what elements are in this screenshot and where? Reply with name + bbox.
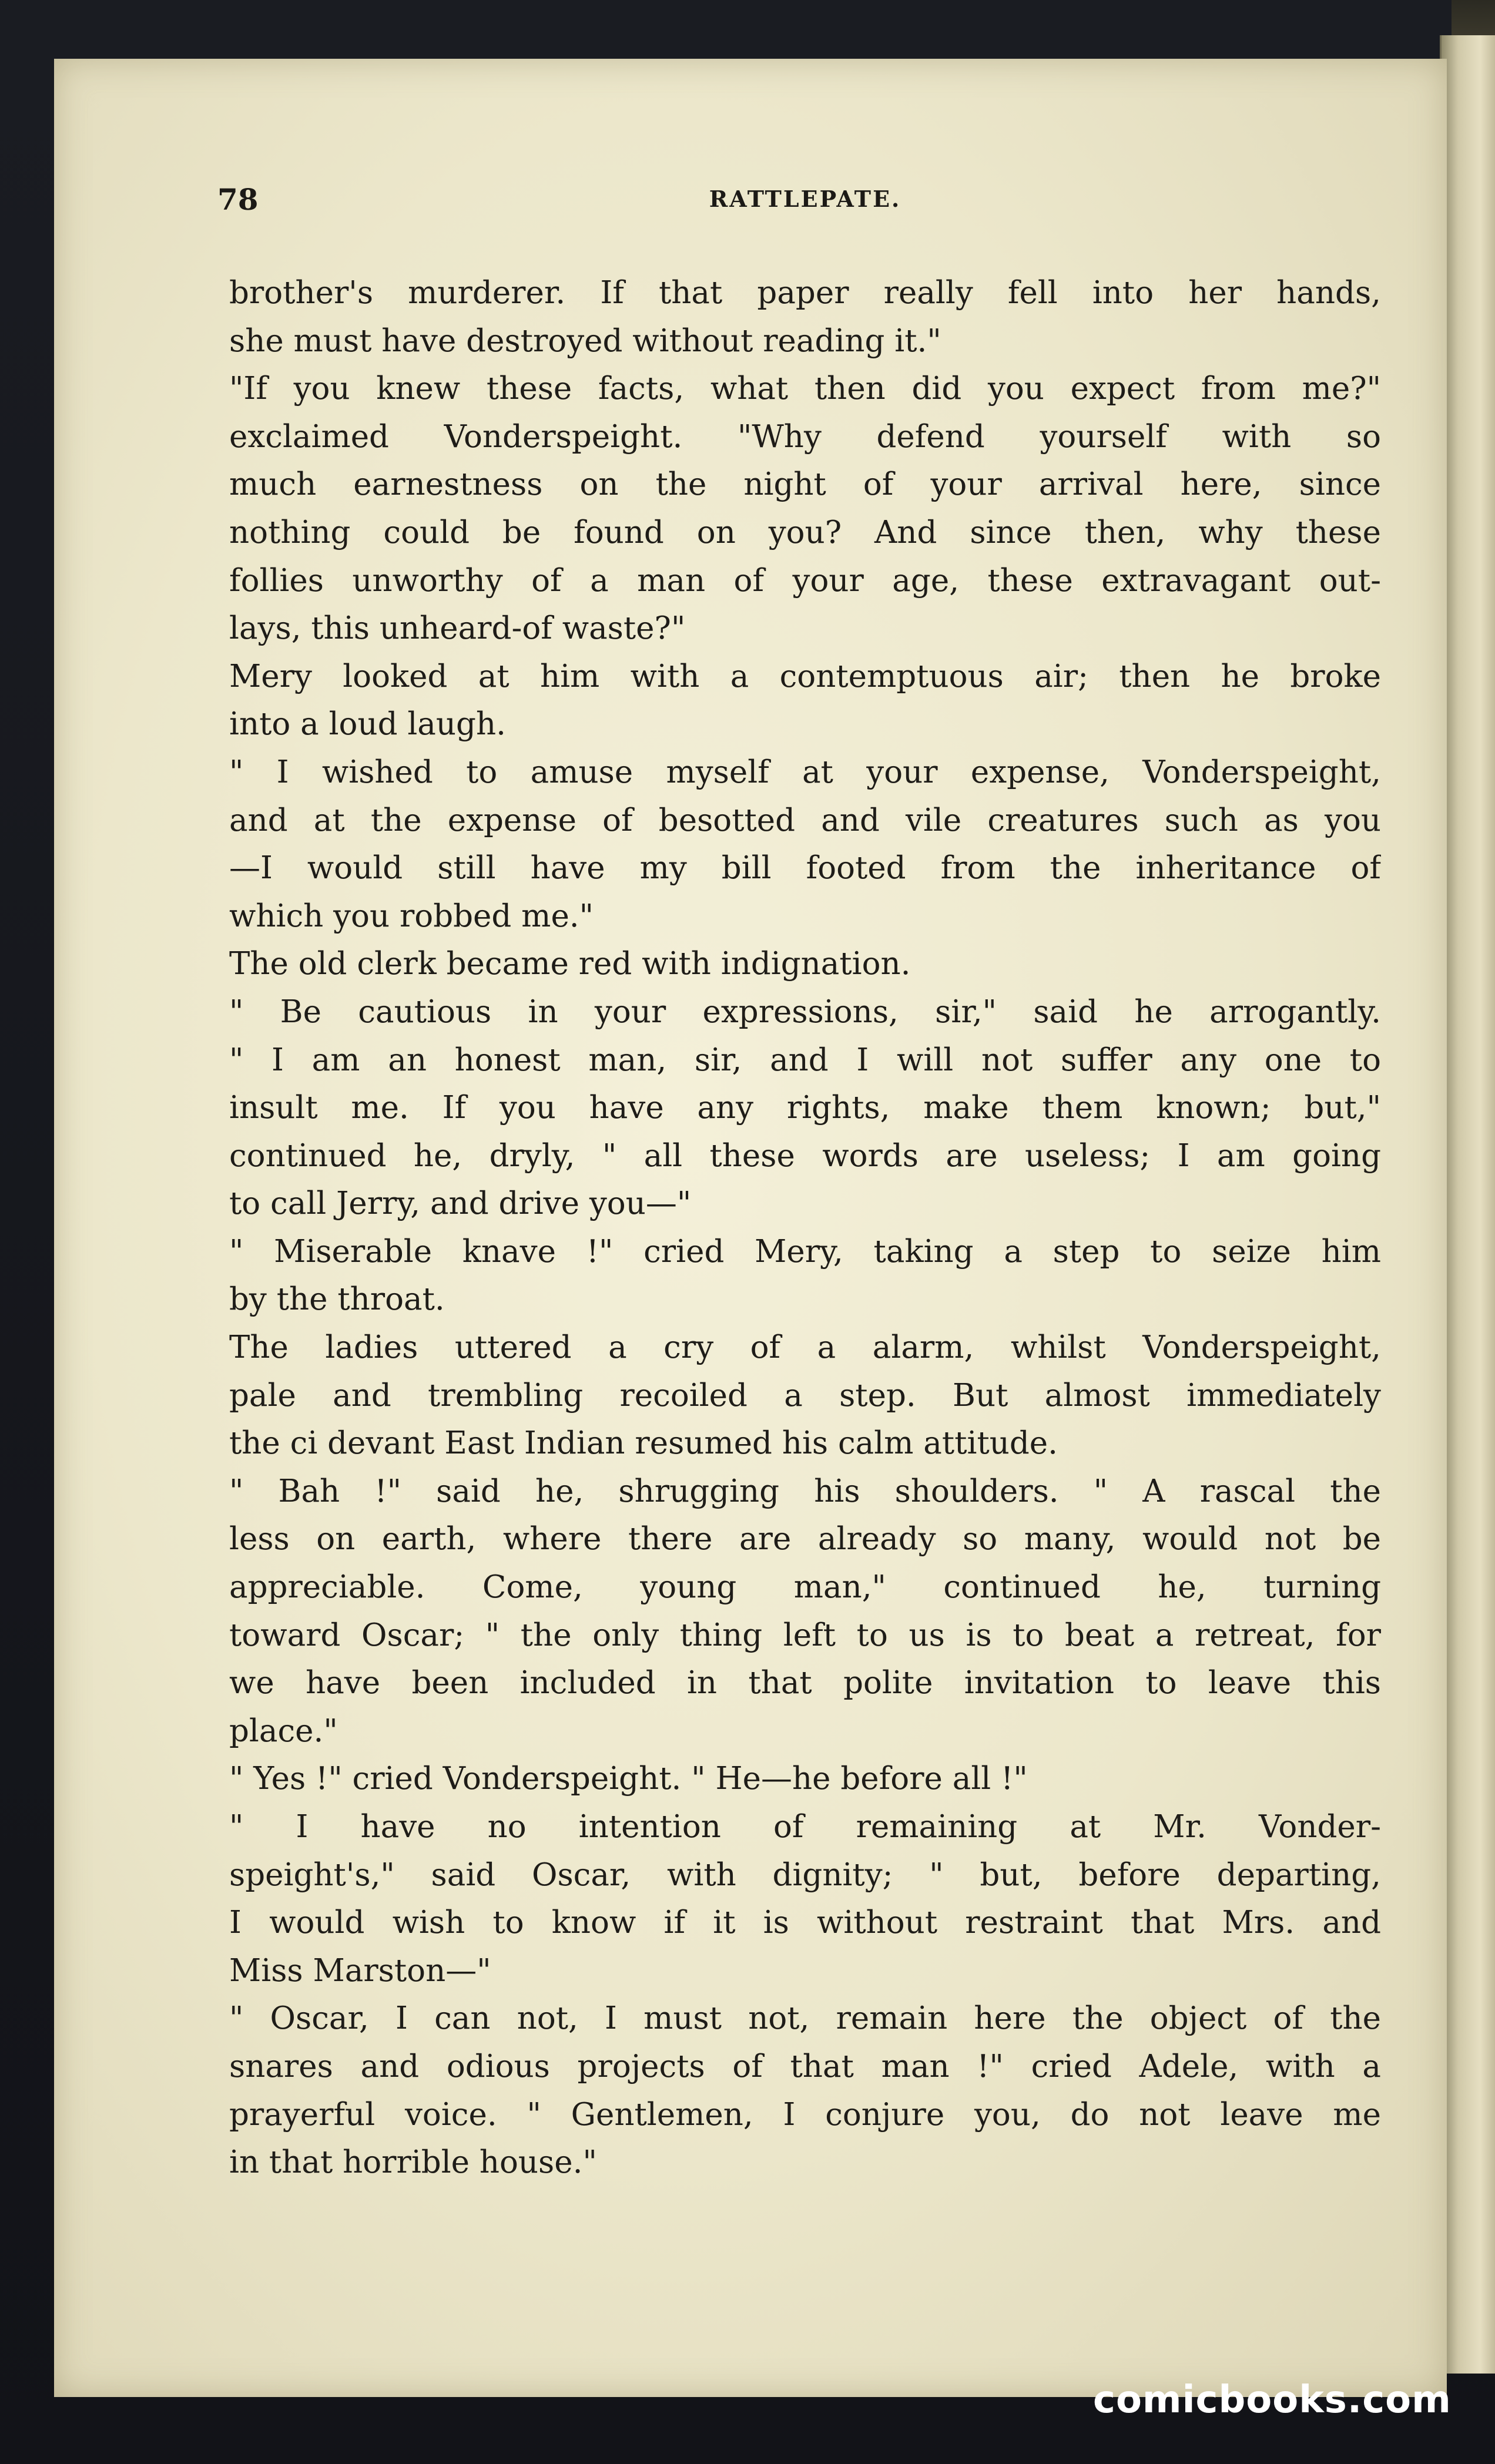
next-page-edge bbox=[1440, 35, 1495, 2374]
text-line: I would wish to know if it is without restraint that Mrs. and bbox=[229, 1905, 1381, 1941]
text-line: we have been included in that polite invitation to leave this bbox=[229, 1665, 1381, 1701]
running-head bbox=[217, 182, 1393, 229]
text-line: place." bbox=[229, 1713, 338, 1749]
text-line: nothing could be found on you? And since then, why these bbox=[229, 514, 1381, 550]
text-line: " I have no intention of remaining at Mr. Vonder- bbox=[229, 1809, 1381, 1845]
text-line: less on earth, where there are already so many, would not be bbox=[229, 1521, 1381, 1557]
text-line: —I would still have my bill footed from the inheritance of bbox=[229, 850, 1381, 887]
text-line: which you robbed me." bbox=[229, 898, 594, 934]
text-line: " Yes !" cried Vonderspeight. " He—he before all !" bbox=[229, 1761, 1028, 1797]
text-line: " I am an honest man, sir, and I will not suffer any one to bbox=[229, 1042, 1381, 1078]
text-line: speight's," said Oscar, with dignity; " but, before departing, bbox=[229, 1857, 1381, 1893]
text-line: exclaimed Vonderspeight. "Why defend yourself with so bbox=[229, 418, 1381, 455]
text-line: appreciable. Come, young man," continued he, turning bbox=[229, 1569, 1381, 1606]
text-line: "If you knew these facts, what then did you expect from me?" bbox=[229, 371, 1381, 407]
text-line: much earnestness on the night of your arrival here, since bbox=[229, 466, 1381, 503]
text-line: insult me. If you have any rights, make them known; but," bbox=[229, 1090, 1381, 1126]
text-line: pale and trembling recoiled a step. But almost immediately bbox=[229, 1377, 1381, 1414]
text-line: in that horrible house." bbox=[229, 2144, 597, 2181]
text-line: she must have destroyed without reading it." bbox=[229, 323, 941, 359]
text-line: and at the expense of besotted and vile creatures such as you bbox=[229, 802, 1381, 838]
text-line: Miss Marston—" bbox=[229, 1952, 491, 1989]
page-number: 78 bbox=[217, 182, 259, 217]
text-line: The ladies uttered a cry of a alarm, whilst Vonderspeight, bbox=[229, 1330, 1381, 1366]
text-line: continued he, dryly, " all these words are useless; I am going bbox=[229, 1137, 1381, 1174]
body-text bbox=[229, 269, 1381, 2187]
text-line: Mery looked at him with a contemptuous air; then he broke bbox=[229, 658, 1381, 694]
text-line: " I wished to amuse myself at your expense, Vonderspeight, bbox=[229, 754, 1381, 790]
text-line: lays, this unheard-of waste?" bbox=[229, 610, 686, 647]
watermark: comicbooks.com bbox=[1093, 2378, 1452, 2422]
text-line: " Miserable knave !" cried Mery, taking a step to seize him bbox=[229, 1233, 1381, 1270]
text-line: " Oscar, I can not, I must not, remain here the object of the bbox=[229, 2000, 1381, 2037]
text-line: to call Jerry, and drive you—" bbox=[229, 1186, 692, 1222]
text-line: the ci devant East Indian resumed his calm attitude. bbox=[229, 1425, 1058, 1462]
text-line: snares and odious projects of that man !" cried Adele, with a bbox=[229, 2048, 1381, 2084]
running-title: RATTLEPATE. bbox=[709, 186, 901, 212]
text-line: The old clerk became red with indignation. bbox=[229, 946, 911, 982]
text-line: prayerful voice. " Gentlemen, I conjure you, do not leave me bbox=[229, 2096, 1381, 2133]
text-line: " Be cautious in your expressions, sir," said he arrogantly. bbox=[229, 993, 1381, 1030]
text-line: by the throat. bbox=[229, 1281, 445, 1318]
text-line: into a loud laugh. bbox=[229, 706, 506, 743]
text-line: " Bah !" said he, shrugging his shoulders. " A rascal the bbox=[229, 1473, 1381, 1509]
text-line: follies unworthy of a man of your age, these extravagant out- bbox=[229, 562, 1381, 599]
text-line: toward Oscar; " the only thing left to us is to beat a retreat, for bbox=[229, 1617, 1381, 1653]
text-line: brother's murderer. If that paper really fell into her hands, bbox=[229, 275, 1381, 311]
